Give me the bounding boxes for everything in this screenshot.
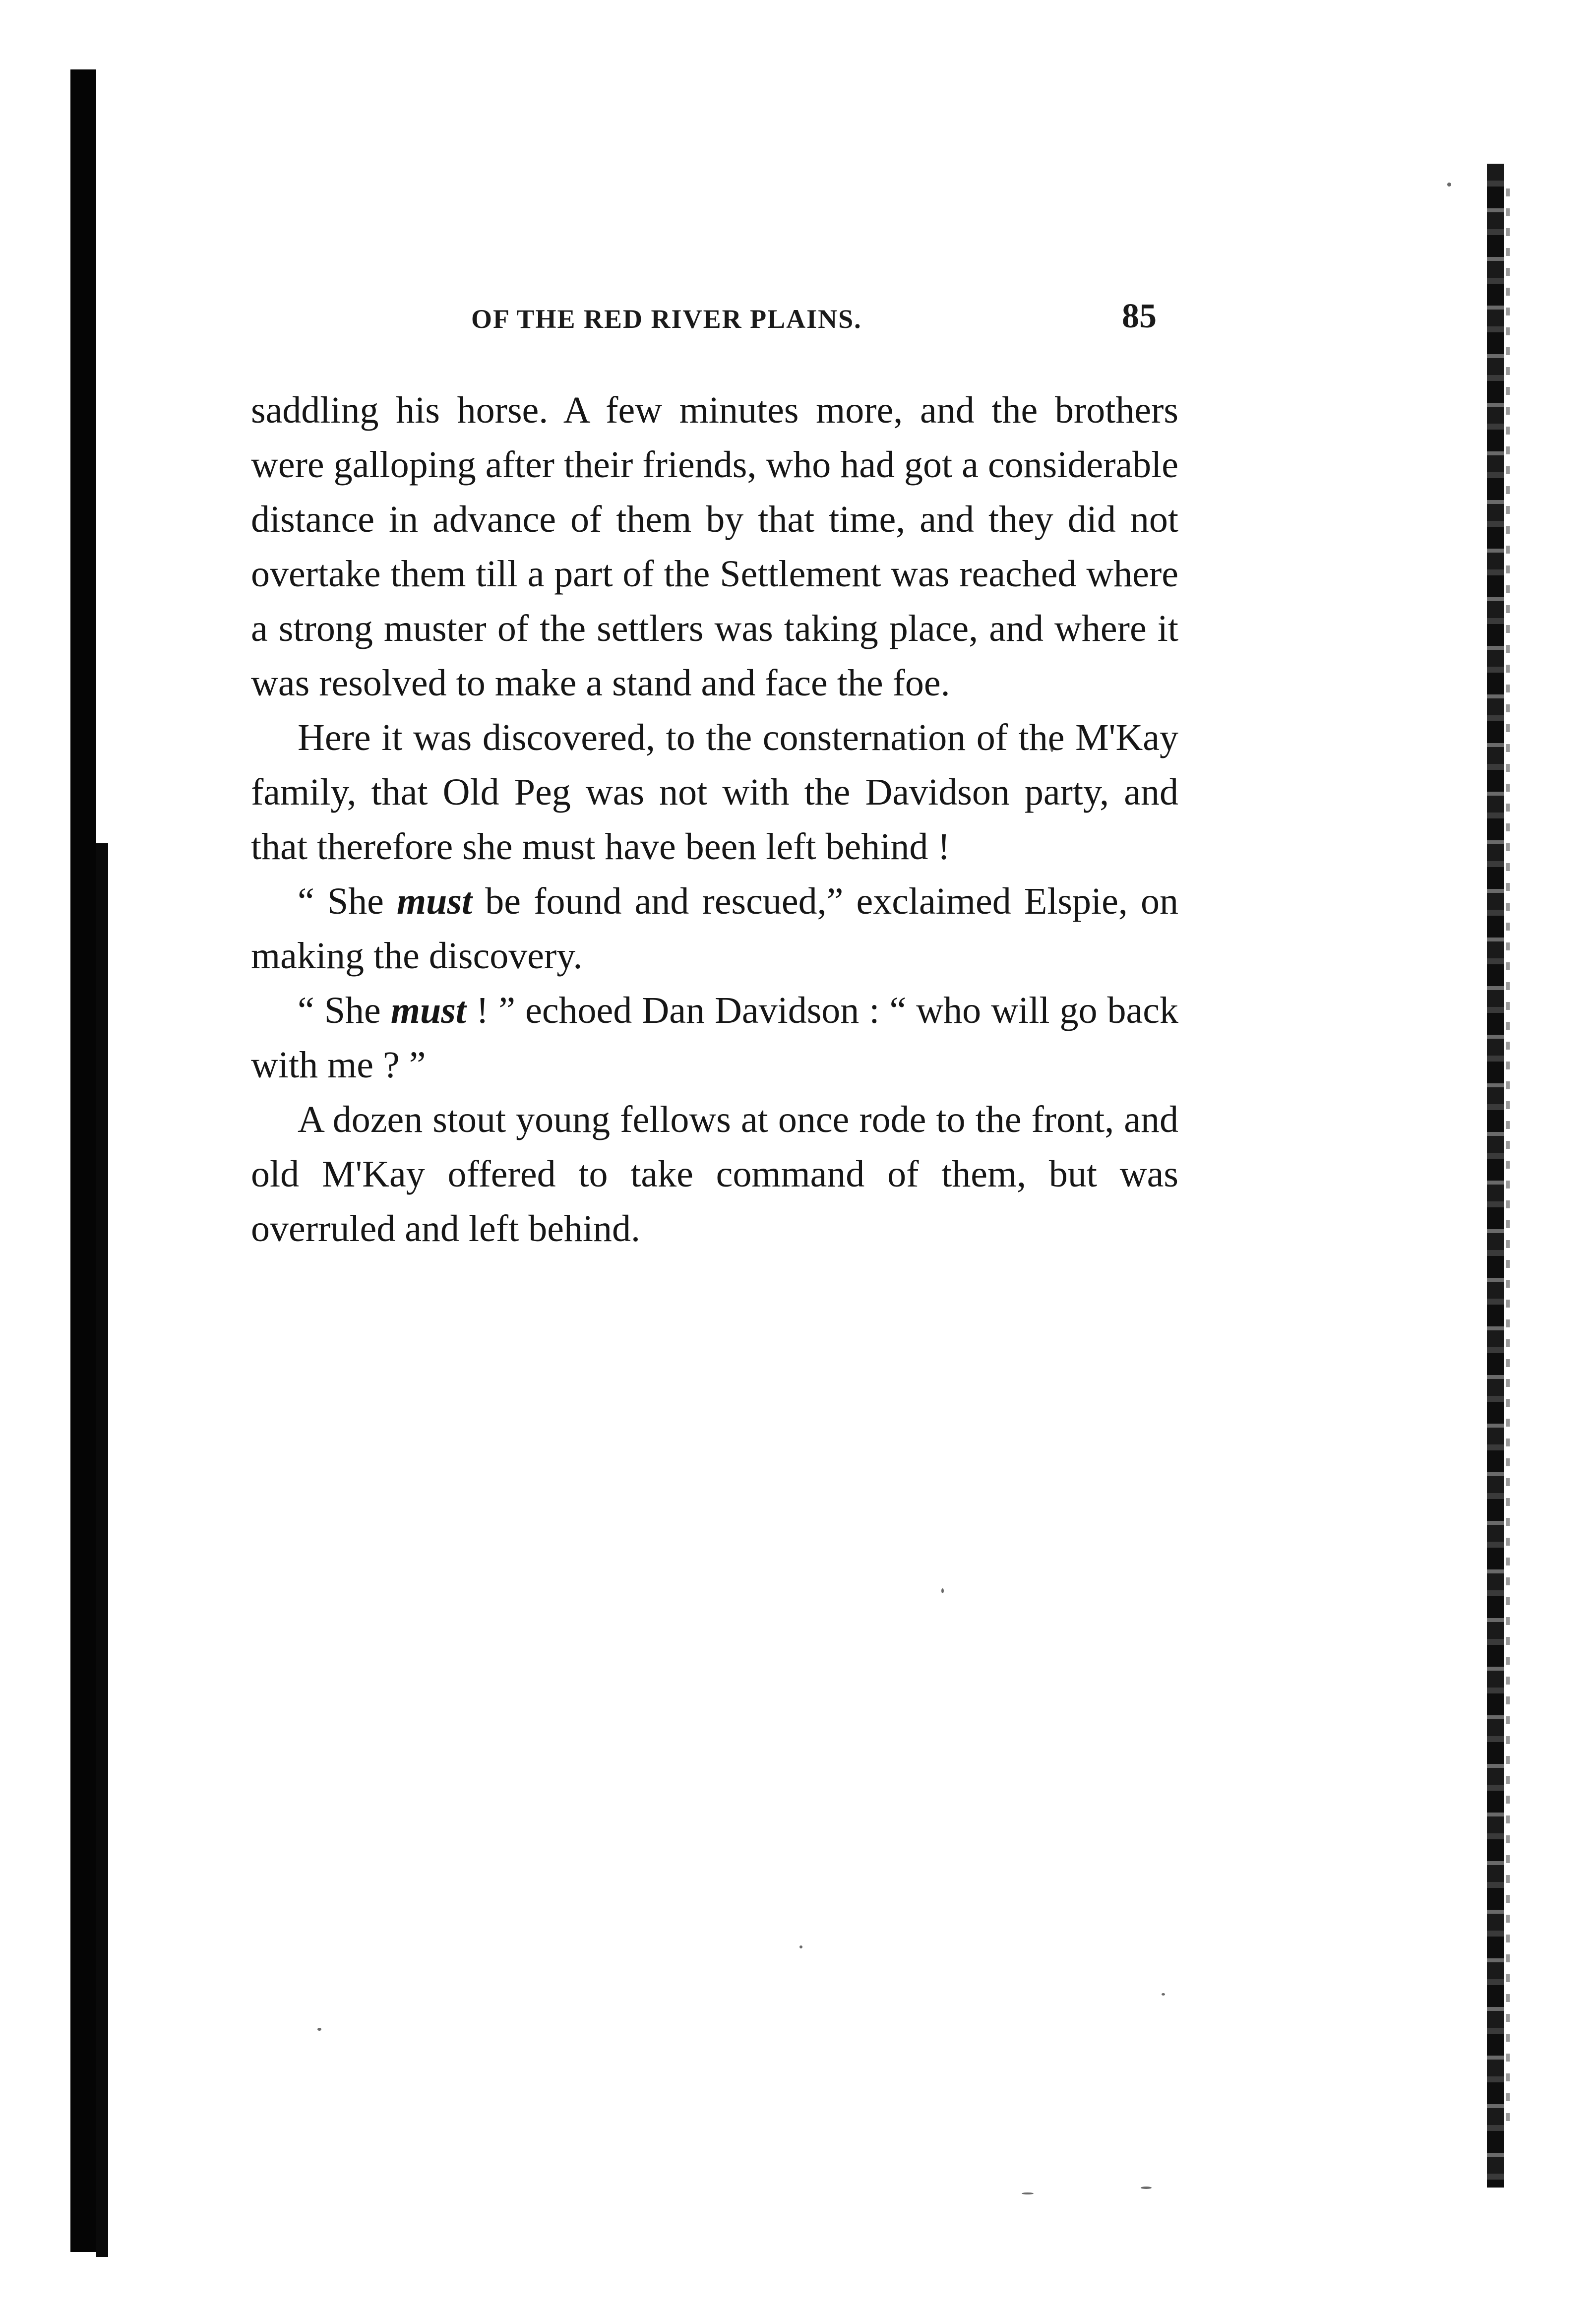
paragraph: A dozen stout young fellows at once rode to the front, and old M'Kay offered to take command of them, but was overruled and left behind.	[251, 1099, 1178, 1250]
page-edge-right-fringe	[1506, 188, 1510, 2123]
scan-speck	[1141, 2187, 1152, 2189]
emphasis: must	[397, 880, 473, 922]
scan-speck	[1162, 1993, 1165, 1996]
page-number: 85	[1122, 297, 1157, 335]
paragraph: Here it was discovered, to the consternation of the M'Kay family, that Old Peg was not with the Davidson party, and that therefore she must have been left behind !	[251, 717, 1178, 868]
body-text	[251, 383, 1178, 1256]
paragraph	[251, 983, 1178, 1092]
scan-speck	[941, 1588, 944, 1593]
emphasis: must	[390, 990, 466, 1031]
paragraph-text: “ She	[298, 880, 397, 922]
paragraph-text: “ She	[298, 990, 391, 1031]
paragraph: saddling his horse. A few minutes more, and the brothers were galloping after their friends, who had got a considerable distance in advance of them by that time, and they did not overtake them till a part of the Settlement was reached where a strong muster of the settlers was taking place, and where it was resolved to make a stand and face the foe.	[251, 389, 1178, 704]
paragraph	[251, 874, 1178, 983]
paragraph-text: be found and rescued,” exclaimed Elspie, on making the discovery.	[251, 880, 1179, 977]
scan-speck	[1447, 183, 1451, 187]
page-edge-right	[1487, 164, 1504, 2188]
paragraph-text: ! ” echoed Dan Davidson : “ who will go back with me ? ”	[251, 990, 1179, 1086]
scan-speck	[317, 2028, 321, 2031]
scan-speck	[799, 1945, 802, 1948]
binding-gutter-shadow-lower	[96, 843, 108, 2257]
running-header: OF THE RED RIVER PLAINS.	[471, 304, 862, 334]
scan-speck	[1022, 2192, 1034, 2194]
binding-gutter-shadow	[70, 69, 96, 2252]
